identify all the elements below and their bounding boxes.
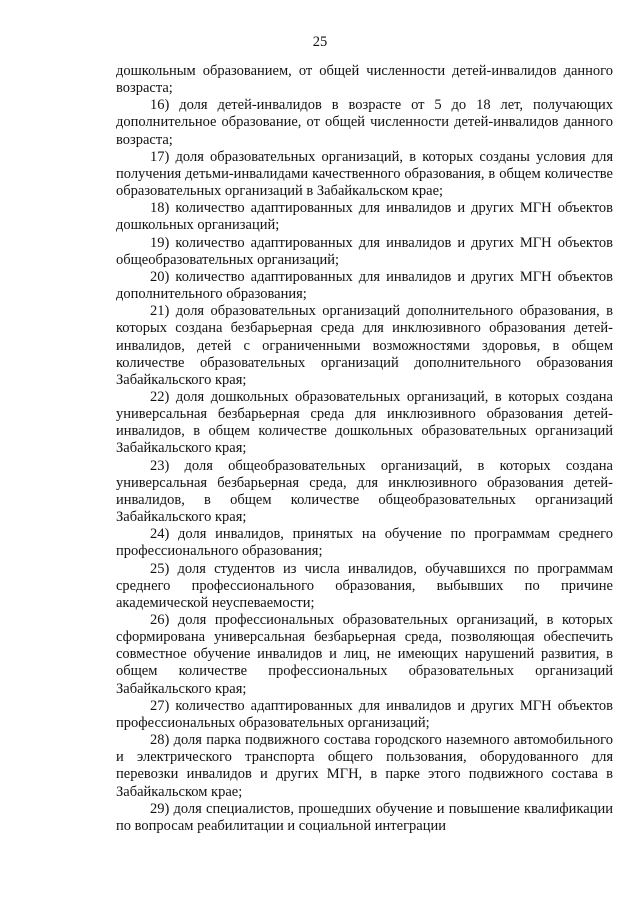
paragraph-item-29: 29) доля специалистов, прошедших обучение и повышение квалификации по вопросам реабилитации и социальной интеграции (116, 800, 613, 834)
paragraph-continuation: дошкольным образованием, от общей численности детей-инвалидов данного возраста; (116, 63, 613, 97)
paragraph-item-17: 17) доля образовательных организаций, в которых созданы условия для получения детьми-инвалидами качественного образования, в общем количестве образовательных организаций в Забайкальском крае; (116, 148, 613, 200)
paragraph-item-21: 21) доля образовательных организаций дополнительного образования, в которых создана безбарьерная среда для инклюзивного образования детей-инвалидов, детей с ограниченными возможностями здоровья, в общем количестве образовательных организаций дополнительного образования Забайкальского края; (116, 303, 613, 388)
paragraph-item-23: 23) доля общеобразовательных организаций, в которых создана универсальная безбарьерная среда, для инклюзивного образования детей-инвалидов, в общем количестве общеобразовательных организаций Забайкальского края; (116, 457, 613, 526)
document-body (116, 63, 613, 835)
paragraph-item-18: 18) количество адаптированных для инвалидов и других МГН объектов дошкольных организаций; (116, 200, 613, 234)
paragraph-item-16: 16) доля детей-инвалидов в возрасте от 5 до 18 лет, получающих дополнительное образование, от общей численности детей-инвалидов данного возраста; (116, 97, 613, 148)
paragraph-item-26: 26) доля профессиональных образовательных организаций, в которых сформирована универсальная безбарьерная среда, позволяющая обеспечить совместное обучение инвалидов и лиц, не имеющих нарушений развития, в общем количестве профессиональных образовательных организаций Забайкальского края; (116, 612, 613, 697)
paragraph-item-22: 22) доля дошкольных образовательных организаций, в которых создана универсальная безбарьерная среда для инклюзивного образования детей-инвалидов, в общем количестве дошкольных образовательных организаций Забайкальского края; (116, 388, 613, 457)
paragraph-item-28: 28) доля парка подвижного состава городского наземного автомобильного и электрического транспорта общего пользования, оборудованного для перевозки инвалидов и других МГН, в парке этого подвижного состава в Забайкальском крае; (116, 732, 613, 800)
paragraph-item-25: 25) доля студентов из числа инвалидов, обучавшихся по программам среднего профессионального образования, выбывших по причине академической неуспеваемости; (116, 560, 613, 611)
paragraph-item-19: 19) количество адаптированных для инвалидов и других МГН объектов общеобразовательных организаций; (116, 234, 613, 268)
paragraph-item-24: 24) доля инвалидов, принятых на обучение по программам среднего профессионального образования; (116, 526, 613, 560)
paragraph-item-27: 27) количество адаптированных для инвалидов и других МГН объектов профессиональных образовательных организаций; (116, 697, 613, 731)
paragraph-item-20: 20) количество адаптированных для инвалидов и других МГН объектов дополнительного образования; (116, 268, 613, 303)
page-number: 25 (312, 34, 328, 50)
